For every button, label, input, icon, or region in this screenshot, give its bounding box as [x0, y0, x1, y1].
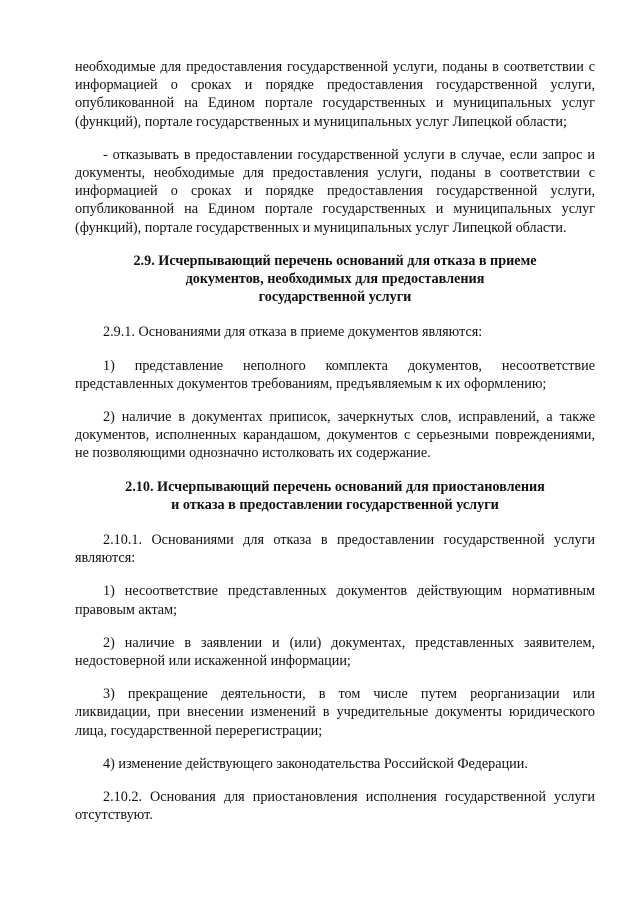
heading-2-9-line-1: 2.9. Исчерпывающий перечень оснований для отказа в приеме — [133, 252, 537, 269]
list-item-2-10-1-3: 3) прекращение деятельности, в том числе путем реорганизации или ликвидации, при внесении изменений в учредительные документы юридического лица, государственной перерегистрации; — [75, 686, 595, 739]
paragraph-2-10-2: 2.10.2. Основания для приостановления исполнения государственной услуги отсутствуют. — [75, 789, 595, 824]
list-item-2-9-1-1: 1) представление неполного комплекта документов, несоответствие представленных документов требованиям, предъявляемым к их оформлению; — [75, 357, 595, 392]
list-item-2-10-1-2: 2) наличие в заявлении и (или) документах, представленных заявителем, недостоверной или искаженной информации; — [75, 634, 595, 670]
section-heading-2-10 — [75, 478, 595, 514]
paragraph-2-9-1: 2.9.1. Основаниями для отказа в приеме документов являются: — [103, 324, 483, 341]
list-item-2-9-1-2: 2) наличие в документах приписок, зачеркнутых слов, исправлений, а также документов, исполненных карандашом, документов с серьезными повреждениями, не позволяющими однозначно истолковать их содержание. — [75, 409, 595, 462]
paragraph-refusal-clause: - отказывать в предоставлении государственной услуги в случае, если запрос и документы, необходимые для предоставления услуги, поданы в соответствии с информацией о сроках и порядке предоставления государственной услуги, опубликованной на Едином портале государственных и муниципальных услуг (функций), портале государственных и муниципальных услуг Липецкой области. — [75, 146, 595, 236]
heading-2-9-line-3: государственной услуги — [258, 289, 412, 306]
heading-2-10-line-2: и отказа в предоставлении государственной услуги — [171, 496, 499, 513]
document-page — [75, 58, 595, 840]
heading-2-10-line-1: 2.10. Исчерпывающий перечень оснований для приостановления — [125, 478, 545, 495]
paragraph-continuation: необходимые для предоставления государственной услуги, поданы в соответствии с информацией о сроках и порядке предоставления государственной услуги, опубликованной на Едином портале государственных и муниципальных услуг (функций), портале государственных и муниципальных услуг Липецкой области; — [75, 59, 595, 130]
list-item-2-10-1-1: 1) несоответствие представленных документов действующим нормативным правовым актам; — [75, 583, 595, 618]
section-heading-2-9 — [75, 252, 595, 307]
heading-2-9-line-2: документов, необходимых для предоставления — [185, 271, 485, 288]
paragraph-2-10-1: 2.10.1. Основаниями для отказа в предоставлении государственной услуги являются: — [75, 532, 595, 567]
list-item-2-10-1-4: 4) изменение действующего законодательства Российской Федерации. — [103, 755, 528, 772]
